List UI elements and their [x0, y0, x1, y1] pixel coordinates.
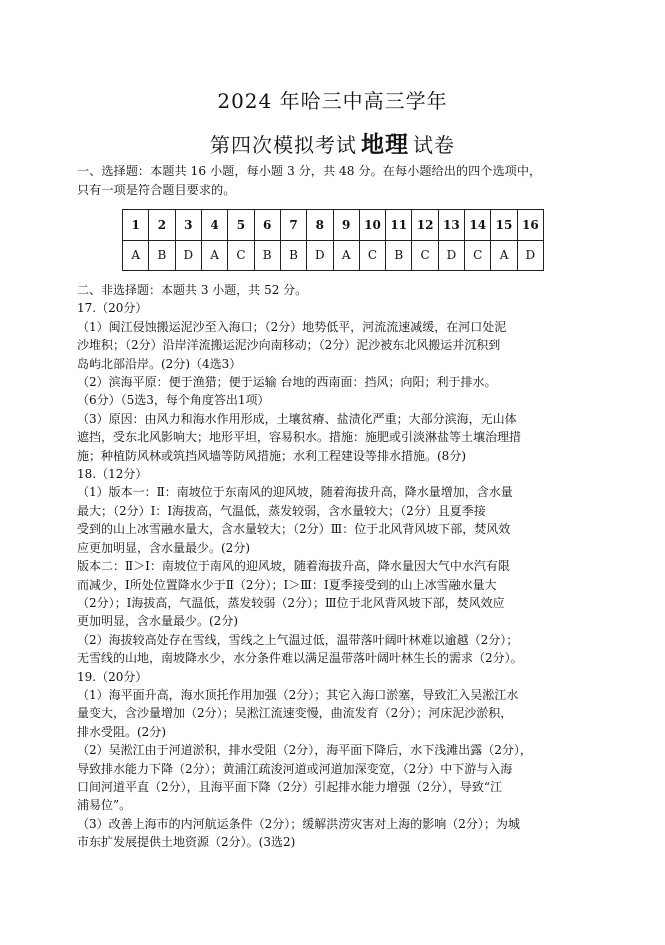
section-one-instructions: [77, 162, 597, 200]
question-number: 10: [359, 210, 385, 241]
body-line: 浦易位”。: [77, 798, 132, 813]
body-line: （6分）（5选3，每个角度答出1项）: [77, 393, 270, 408]
question-number: 1: [123, 210, 149, 241]
answer-cell: B: [280, 240, 306, 271]
question-number-row: [123, 210, 544, 241]
answer-cell: C: [359, 240, 385, 271]
answer-cell: C: [412, 240, 438, 271]
answer-cell: B: [254, 240, 280, 271]
question-number: 4: [201, 210, 227, 241]
body-line: 无雪线的山地，南坡降水少，水分条件难以满足温带落叶阔叶林生长的需求（2分）。: [77, 651, 523, 666]
question-18-heading: 18.（12分）: [77, 467, 148, 482]
question-number: 11: [386, 210, 412, 241]
body-line: 遮挡，受东北风影响大；地形平坦，容易积水。措施：施肥或引淡淋盐等土壤治理措: [77, 430, 522, 445]
body-line: （3）原因：由风力和海水作用形成，土壤贫瘠、盐渍化严重；大部分滨海，无山体: [77, 411, 517, 426]
question-17-heading: 17.（20分）: [77, 301, 148, 316]
body-line: 更加明显，含水量最少。(2分): [77, 614, 238, 629]
answer-cell: A: [491, 240, 517, 271]
body-line: 最大；（2分）Ⅰ：Ⅰ海拔高，气温低，蒸发较弱，含水量较大；（2分）且夏季接: [77, 503, 486, 518]
section-one-line: 只有一项是符合题目要求的。: [77, 183, 236, 197]
question-number: 13: [438, 210, 464, 241]
body-line: 沙堆积；（2分）沿岸洋流搬运泥沙向南移动；（2分）泥沙被东北风搬运并沉积到: [77, 338, 501, 353]
answer-cell: D: [517, 240, 543, 271]
question-19-heading: 19.（20分）: [77, 669, 148, 684]
body-line: 量变大，含沙量增加（2分）；吴淞江流速变慢，曲流发育（2分）；河床泥沙淤积，: [77, 706, 513, 721]
exam-title-line2: [0, 126, 665, 159]
body-line: （3）改善上海市的内河航运条件（2分）；缓解洪涝灾害对上海的影响（2分）；为城: [77, 816, 520, 831]
question-number: 12: [412, 210, 438, 241]
body-line: （2分）；Ⅰ海拔高，气温低，蒸发较弱（2分）；Ⅲ位于北风背风坡下部，焚风效应: [77, 595, 505, 610]
title-suffix: 试卷: [413, 133, 455, 157]
body-line: 受到的山上冰雪融水量大，含水量较大；（2分）Ⅲ：位于北风背风坡下部，焚风效: [77, 522, 511, 537]
body-line: （2）吴淞江由于河道淤积，排水受阻（2分），海平面下降后，水下浅滩出露（2分），: [77, 743, 532, 758]
subject-name: 地理: [361, 131, 409, 158]
question-number: 3: [175, 210, 201, 241]
body-line: 版本二：Ⅱ＞Ⅰ：南坡位于南风的迎风坡，随着海拔升高，降水量因大气中水汽有限: [77, 559, 510, 574]
question-number: 7: [280, 210, 306, 241]
question-number: 9: [333, 210, 359, 241]
body-line: 市东扩发展提供土地资源（2分）。(3选2): [77, 835, 296, 850]
body-line: 排水受阻。(2分): [77, 724, 166, 739]
answer-cell: C: [228, 240, 254, 271]
answer-cell: D: [175, 240, 201, 271]
question-number: 2: [149, 210, 175, 241]
body-line: 导致排水能力下降（2分）；黄浦江疏浚河道或河道加深变宽，（2分）中下游与入海: [77, 761, 513, 776]
answer-cell: A: [333, 240, 359, 271]
answer-cell: B: [149, 240, 175, 271]
body-line: 口间河道平直（2分），且海平面下降（2分）引起排水能力增强（2分），导致“江: [77, 779, 503, 794]
question-number: 16: [517, 210, 543, 241]
section-two-heading: 二、非选择题：本题共 3 小题，共 52 分。: [77, 283, 308, 297]
body-line: 应更加明显，含水量最少。(2分): [77, 540, 250, 555]
question-number: 15: [491, 210, 517, 241]
exam-title-line1: 2024 年哈三中高三学年: [217, 89, 448, 113]
section-one-line: 一、选择题：本题共 16 小题，每小题 3 分，共 48 分。在每小题给出的四个选项中，: [77, 164, 542, 178]
body-line: （1）闽江侵蚀搬运泥沙至入海口；（2分）地势低平，河流流速减缓，在河口处泥: [77, 319, 507, 334]
title-prefix: 第四次模拟考试: [210, 133, 357, 157]
body-line: （2）滨海平原：便于渔猎；便于运输 台地的西南面：挡风；向阳；利于排水。: [77, 375, 497, 390]
answer-cell: B: [386, 240, 412, 271]
answer-cell: A: [201, 240, 227, 271]
answer-body: [77, 281, 597, 852]
answer-cell: C: [465, 240, 491, 271]
body-line: （2）海拔较高处存在雪线，雪线之上气温过低，温带落叶阔叶林难以逾越（2分）；: [77, 632, 519, 647]
body-line: 施；种植防风林或筑挡风墙等防风措施；水利工程建设等排水措施。(8分): [77, 448, 467, 463]
question-number: 8: [307, 210, 333, 241]
body-line: 而减少，Ⅰ所处位置降水少于Ⅱ（2分）；Ⅰ＞Ⅲ：Ⅰ夏季接受到的山上冰雪融水量大: [77, 577, 497, 592]
question-number: 6: [254, 210, 280, 241]
body-line: （1）版本一：Ⅱ：南坡位于东南风的迎风坡，随着海拔升高，降水量增加，含水量: [77, 485, 513, 500]
answer-cell: D: [438, 240, 464, 271]
question-number: 14: [465, 210, 491, 241]
question-number: 5: [228, 210, 254, 241]
answer-cell: A: [123, 240, 149, 271]
answer-row: [123, 240, 544, 271]
body-line: （1）海平面升高，海水顶托作用加强（2分）；其它入海口淤塞，导致汇入吴淞江水: [77, 687, 519, 702]
answer-table: [122, 209, 544, 271]
answer-cell: D: [307, 240, 333, 271]
body-line: 岛屿北部沿岸。(2分)（4选3）: [77, 356, 242, 371]
